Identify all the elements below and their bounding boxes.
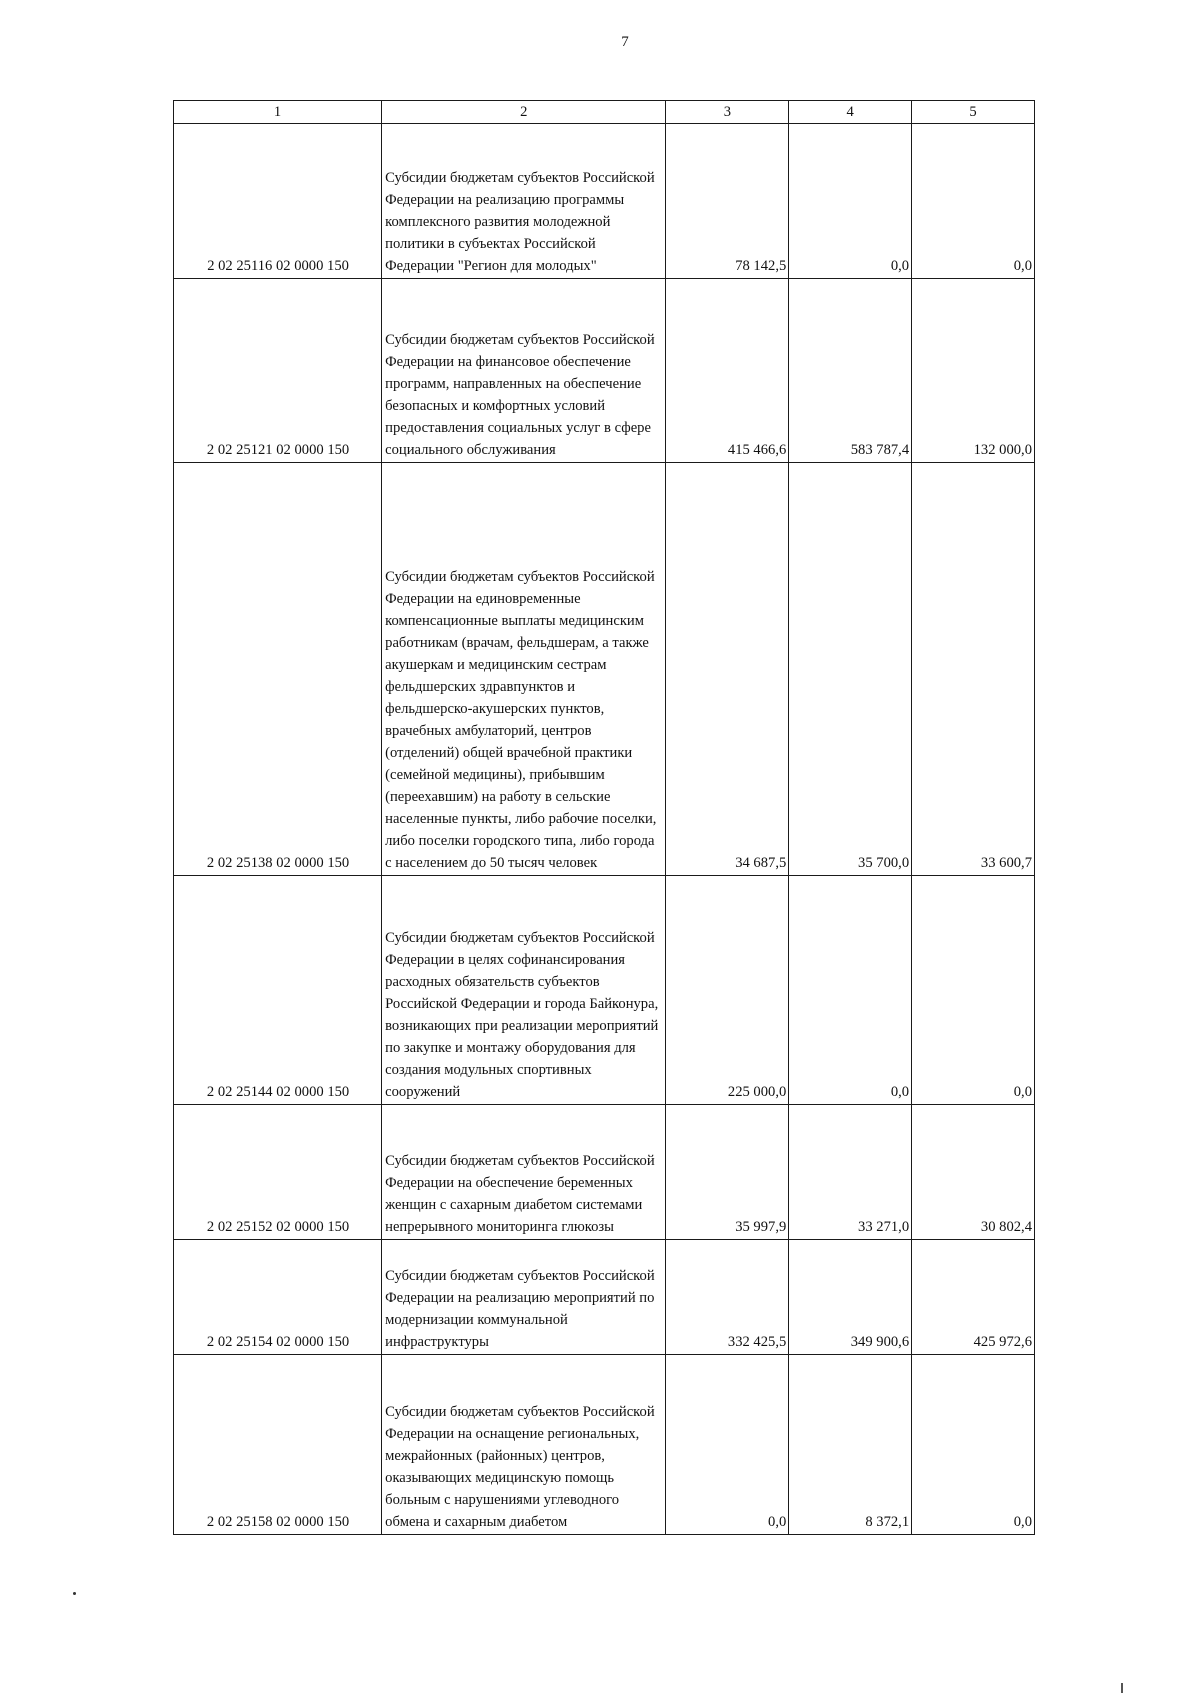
budget-code: 2 02 25138 02 0000 150 <box>174 463 382 876</box>
amount-col-5: 33 600,7 <box>912 463 1035 876</box>
amount-col-4: 33 271,0 <box>789 1105 912 1240</box>
amount-col-3: 35 997,9 <box>666 1105 789 1240</box>
amount-col-4: 0,0 <box>789 124 912 279</box>
page-number: 7 <box>621 34 629 50</box>
amount-col-5: 425 972,6 <box>912 1240 1035 1355</box>
table-row <box>174 1240 1035 1355</box>
budget-code: 2 02 25116 02 0000 150 <box>174 124 382 279</box>
amount-col-3: 415 466,6 <box>666 279 789 463</box>
amount-col-3: 225 000,0 <box>666 876 789 1105</box>
table-row <box>174 1355 1035 1535</box>
amount-col-4: 583 787,4 <box>789 279 912 463</box>
header-col-2: 2 <box>382 101 666 124</box>
budget-item-name: Субсидии бюджетам субъектов Российской Федерации на реализацию программы комплексного развития молодежной политики в субъектах Российской Федерации "Регион для молодых" <box>382 124 666 279</box>
budget-table <box>173 100 1035 1535</box>
budget-code: 2 02 25152 02 0000 150 <box>174 1105 382 1240</box>
budget-code: 2 02 25121 02 0000 150 <box>174 279 382 463</box>
amount-col-4: 0,0 <box>789 876 912 1105</box>
amount-col-4: 349 900,6 <box>789 1240 912 1355</box>
amount-col-4: 8 372,1 <box>789 1355 912 1535</box>
amount-col-5: 30 802,4 <box>912 1105 1035 1240</box>
table-row <box>174 124 1035 279</box>
budget-item-name: Субсидии бюджетам субъектов Российской Федерации на реализацию мероприятий по модернизации коммунальной инфраструктуры <box>382 1240 666 1355</box>
table-row <box>174 1105 1035 1240</box>
table-row <box>174 463 1035 876</box>
header-col-5: 5 <box>912 101 1035 124</box>
table-row <box>174 876 1035 1105</box>
amount-col-3: 78 142,5 <box>666 124 789 279</box>
header-col-4: 4 <box>789 101 912 124</box>
amount-col-5: 0,0 <box>912 1355 1035 1535</box>
budget-item-name: Субсидии бюджетам субъектов Российской Федерации на обеспечение беременных женщин с сахарным диабетом системами непрерывного мониторинга глюкозы <box>382 1105 666 1240</box>
amount-col-3: 0,0 <box>666 1355 789 1535</box>
amount-col-3: 34 687,5 <box>666 463 789 876</box>
budget-item-name: Субсидии бюджетам субъектов Российской Федерации в целях софинансирования расходных обязательств субъектов Российской Федерации и города Байконура, возникающих при реализации мероприятий по закупке и монтажу оборудования для создания модульных спортивных сооружений <box>382 876 666 1105</box>
budget-item-name: Субсидии бюджетам субъектов Российской Федерации на финансовое обеспечение программ, направленных на обеспечение безопасных и комфортных условий предоставления социальных услуг в сфере социального обслуживания <box>382 279 666 463</box>
header-col-1: 1 <box>174 101 382 124</box>
amount-col-5: 132 000,0 <box>912 279 1035 463</box>
header-row <box>174 101 1035 124</box>
scan-mark <box>1121 1683 1123 1693</box>
budget-code: 2 02 25158 02 0000 150 <box>174 1355 382 1535</box>
amount-col-5: 0,0 <box>912 876 1035 1105</box>
amount-col-4: 35 700,0 <box>789 463 912 876</box>
budget-item-name: Субсидии бюджетам субъектов Российской Федерации на оснащение региональных, межрайонных (районных) центров, оказывающих медицинскую помощь больным с нарушениями углеводного обмена и сахарным диабетом <box>382 1355 666 1535</box>
scan-speck <box>73 1592 76 1595</box>
header-col-3: 3 <box>666 101 789 124</box>
amount-col-3: 332 425,5 <box>666 1240 789 1355</box>
table-row <box>174 279 1035 463</box>
amount-col-5: 0,0 <box>912 124 1035 279</box>
budget-code: 2 02 25144 02 0000 150 <box>174 876 382 1105</box>
budget-code: 2 02 25154 02 0000 150 <box>174 1240 382 1355</box>
budget-item-name: Субсидии бюджетам субъектов Российской Федерации на единовременные компенсационные выплаты медицинским работникам (врачам, фельдшерам, а также акушеркам и медицинским сестрам фельдшерских здравпунктов и фельдшерско-акушерских пунктов, врачебных амбулаторий, центров (отделений) общей врачебной практики (семейной медицины), прибывшим (переехавшим) на работу в сельские населенные пункты, либо рабочие поселки, либо поселки городского типа, либо города с населением до 50 тысяч человек <box>382 463 666 876</box>
